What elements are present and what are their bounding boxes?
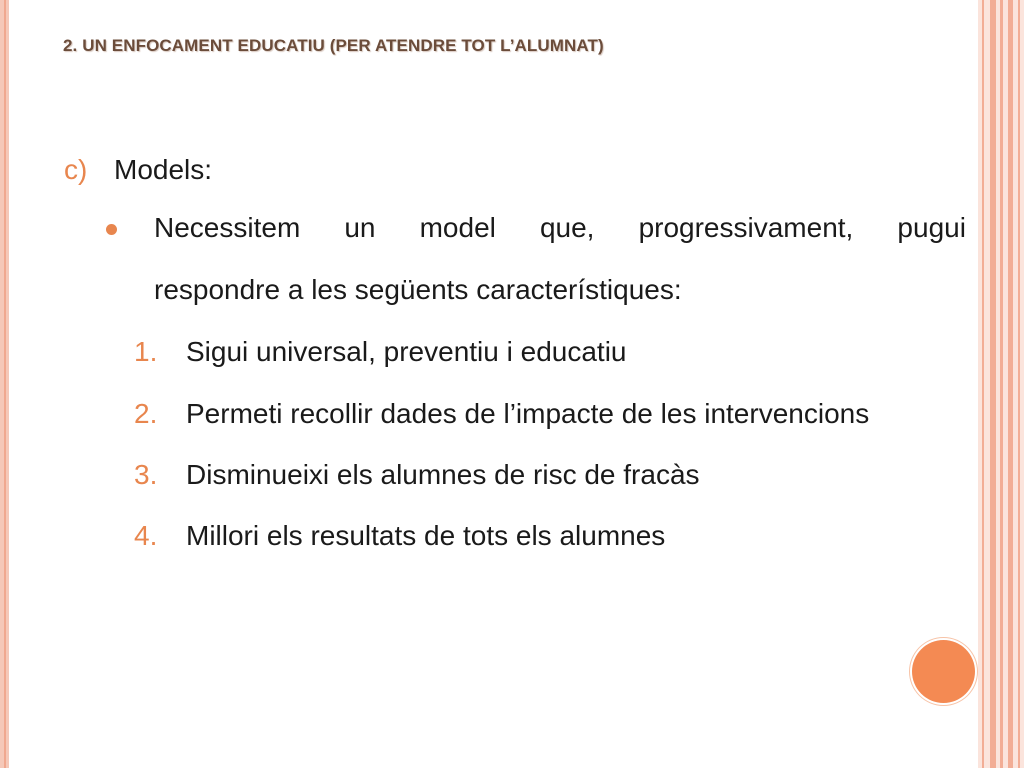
- slide-title: 2. UN ENFOCAMENT EDUCATIU (PER ATENDRE TOT L’ALUMNAT): [63, 36, 604, 55]
- bullet-word: progressivament,: [638, 212, 854, 243]
- list-item-number: 2.: [134, 398, 158, 429]
- bullet-line-2: respondre a les següents característiques:: [154, 274, 682, 305]
- list-item-number: 4.: [134, 520, 158, 551]
- list-item-number: 3.: [134, 459, 158, 490]
- bullet-dot-icon: [106, 224, 117, 235]
- list-item-text: Disminueixi els alumnes de risc de fracàs: [186, 459, 700, 490]
- list-item-text: Millori els resultats de tots els alumnes: [186, 520, 666, 551]
- bullet-word: un: [344, 212, 376, 243]
- bullet-word: Necessitem: [154, 212, 301, 243]
- bullet-word: pugui: [897, 212, 966, 243]
- bullet-word: que,: [539, 212, 595, 243]
- bullet-line-1: [154, 212, 966, 244]
- list-item-text: Permeti recollir dades de l’impacte de les intervencions: [186, 398, 870, 429]
- decorative-circle: [912, 640, 975, 703]
- section-label: Models:: [114, 154, 213, 185]
- list-item-text: Sigui universal, preventiu i educatiu: [186, 336, 627, 367]
- bullet-word: model: [419, 212, 496, 243]
- list-item-number: 1.: [134, 336, 158, 367]
- section-marker: c): [64, 154, 88, 185]
